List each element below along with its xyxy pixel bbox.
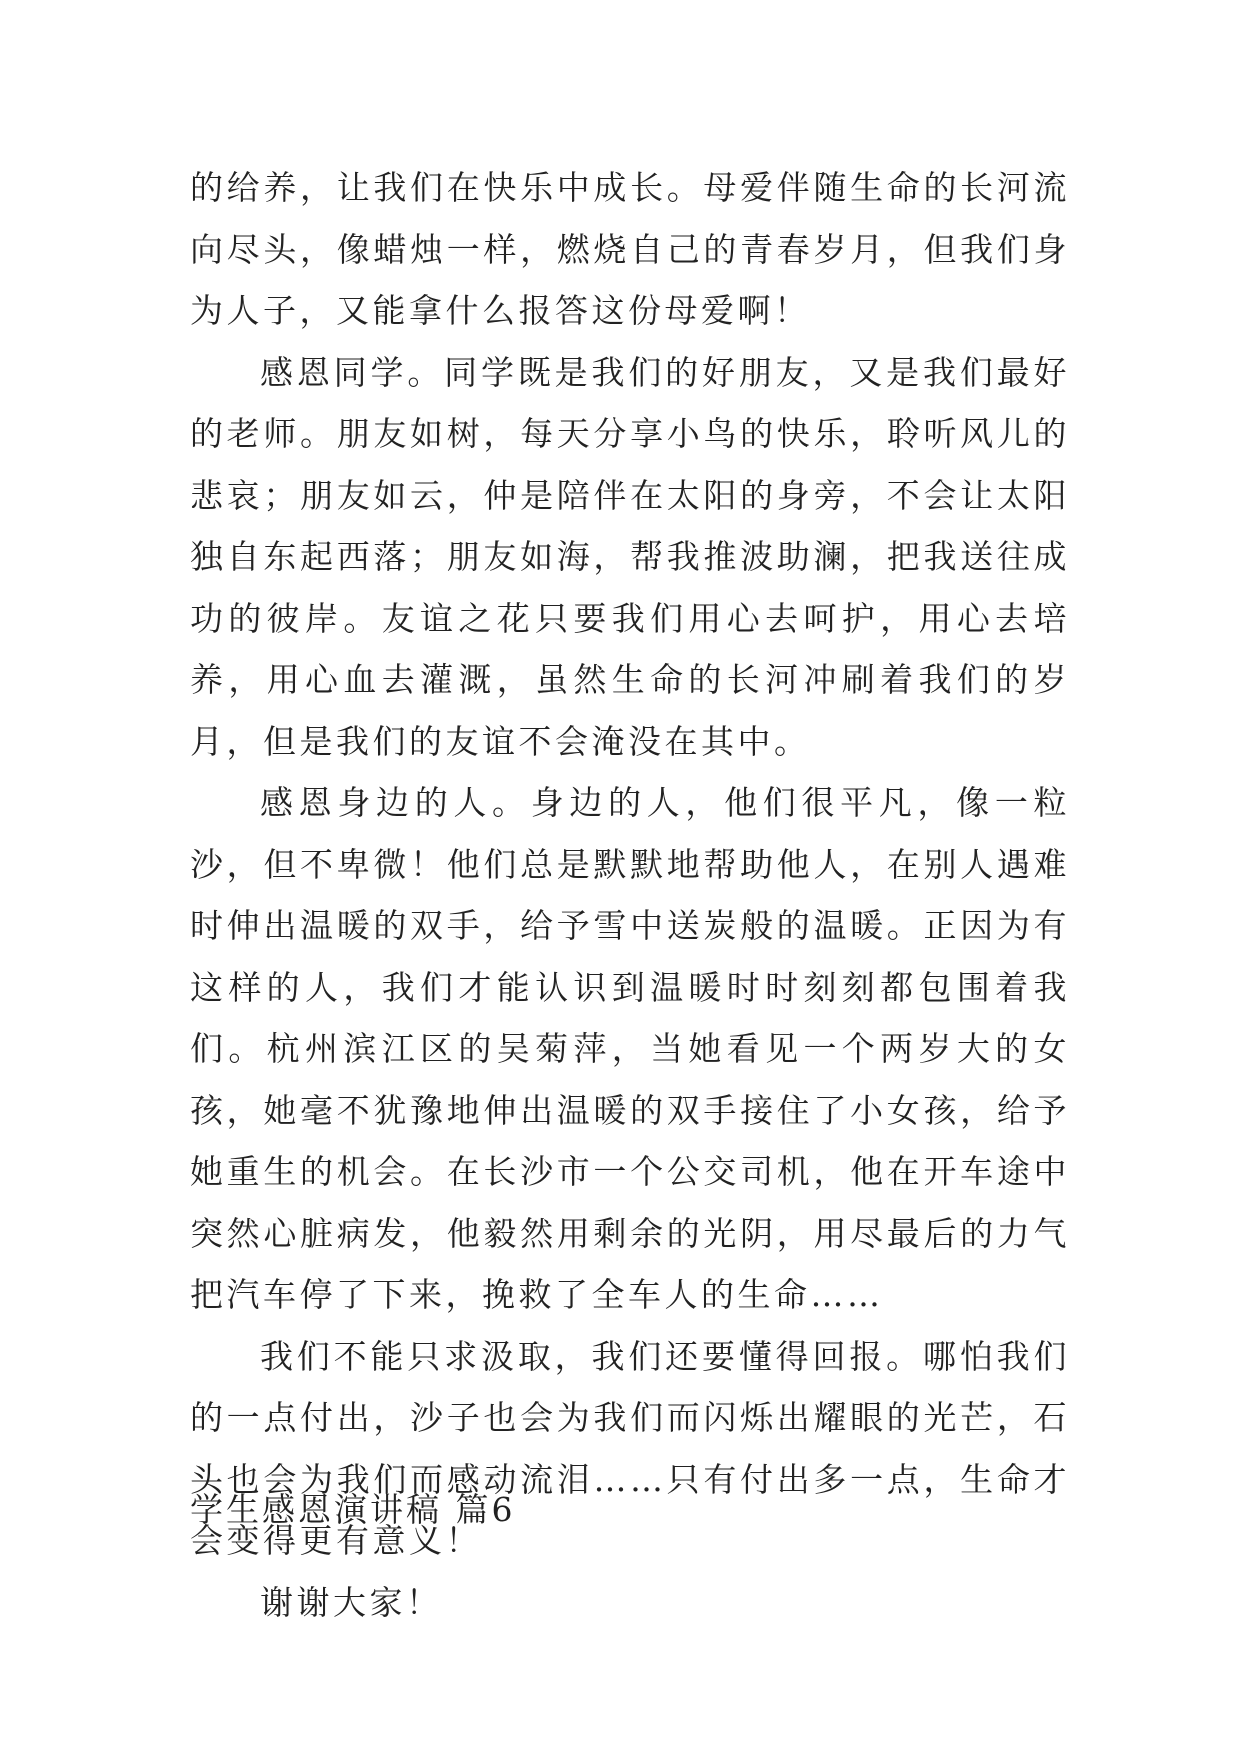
paragraph-2: 感恩同学。同学既是我们的好朋友，又是我们最好的老师。朋友如树，每天分享小鸟的快乐，聆听风儿的悲哀；朋友如云，仲是陪伴在太阳的身旁，不会让太阳独自东起西落；朋友如海，帮我推波助澜，把我送往成功的彼岸。友谊之花只要我们用心去呵护，用心去培养，用心血去灌溉，虽然生命的长河冲刷着我们的岁月，但是我们的友谊不会淹没在其中。 — [190, 352, 1070, 761]
paragraph-3: 感恩身边的人。身边的人，他们很平凡，像一粒沙，但不卑微！他们总是默默地帮助他人，在别人遇难时伸出温暖的双手，给予雪中送炭般的温暖。正因为有这样的人，我们才能认识到温暖时时刻刻都包围着我们。杭州滨江区的吴菊萍，当她看见一个两岁大的女孩，她毫不犹豫地伸出温暖的双手接住了小女孩，给予她重生的机会。在长沙市一个公交司机，他在开车途中突然心脏病发，他毅然用剩余的光阴，用尽最后的力气把汽车停了下来，挽救了全车人的生命…… — [190, 783, 1070, 1314]
body-text — [190, 157, 1070, 1633]
paragraph-1: 的给养，让我们在快乐中成长。母爱伴随生命的长河流向尽头，像蜡烛一样，燃烧自己的青春岁月，但我们身为人子，又能拿什么报答这份母爱啊！ — [190, 168, 1070, 330]
paragraph-4: 我们不能只求汲取，我们还要懂得回报。哪怕我们的一点付出，沙子也会为我们而闪烁出耀眼的光芒，石头也会为我们而感动流泪……只有付出多一点，生命才会变得更有意义！ — [190, 1336, 1070, 1560]
paragraph-5: 谢谢大家！ — [260, 1582, 443, 1622]
section-heading: 学生感恩演讲稿 篇6 — [190, 1490, 516, 1529]
